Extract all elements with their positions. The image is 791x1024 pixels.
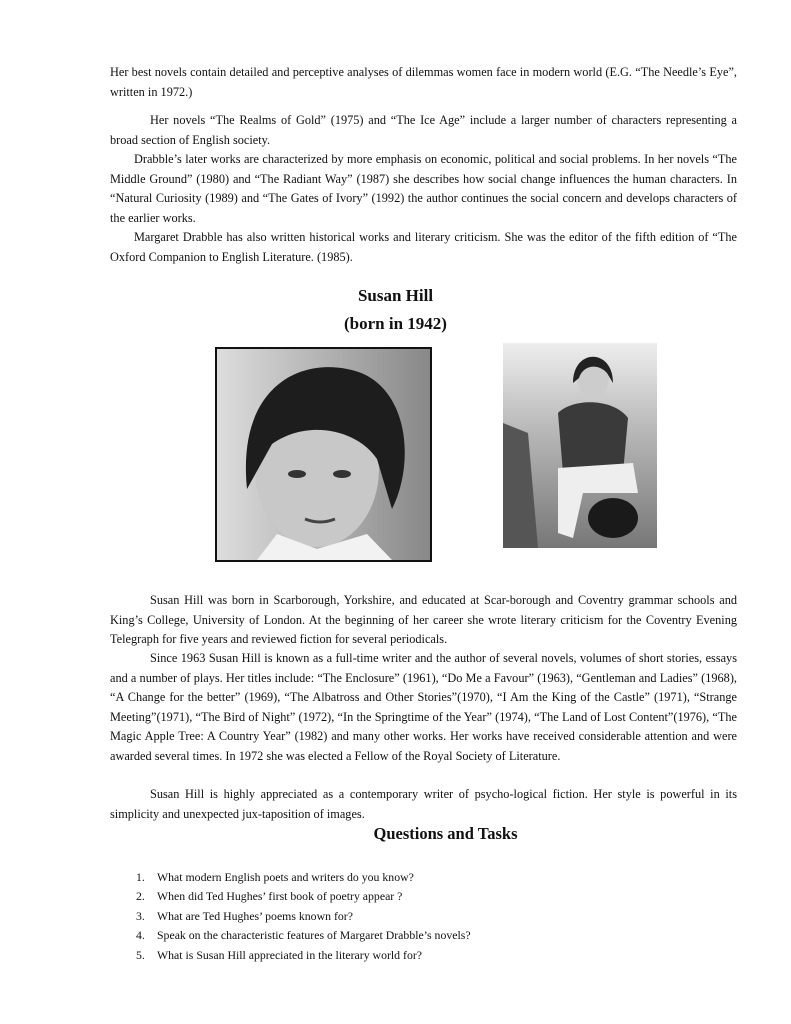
item-text: Speak on the characteristic features of Margaret Drabble’s novels? bbox=[157, 928, 471, 943]
item-number: 1. bbox=[136, 870, 145, 884]
list-item bbox=[136, 907, 471, 926]
paragraph: Since 1963 Susan Hill is known as a full-time writer and the author of several novels, volumes of short stories, essays and a number of plays. Her titles include: “The Enclosure” (1961), “Do Me a Favour” (1963), “Gentleman and Ladies” (1968), “A Change for the better” (1969), “The Albatross and Other Stories”(1970), “I Am the King of the Castle” (1971), “Strange Meeting”(1971), “The Bird of Night” (1972), “In the Springtime of the Year” (1974), “The Land of Lost Content”(1976), “The Magic Apple Tree: A Country Year” (1982) and many other works. Her works have received considerable attention and were awarded several times. In 1972 she was elected a Fellow of the Royal Society of Literature. bbox=[110, 651, 737, 763]
list-item bbox=[136, 868, 471, 887]
item-number: 5. bbox=[136, 947, 145, 962]
paragraph: Her novels “The Realms of Gold” (1975) and “The Ice Age” include a larger number of characters representing a broad section of English society. bbox=[110, 113, 737, 147]
item-text: What modern English poets and writers do you know? bbox=[157, 870, 414, 884]
list-item bbox=[136, 887, 471, 906]
portrait-photo bbox=[215, 347, 432, 562]
item-text: When did Ted Hughes’ first book of poetry appear ? bbox=[157, 889, 403, 904]
item-number: 2. bbox=[136, 889, 145, 904]
item-number: 3. bbox=[136, 908, 145, 923]
paragraph: Susan Hill is highly appreciated as a contemporary writer of psycho-logical fiction. Her style is powerful in its simplicity and unexpected jux-taposition of images. bbox=[110, 787, 737, 821]
questions-heading: Questions and Tasks bbox=[373, 824, 518, 843]
section-subtitle: (born in 1942) bbox=[344, 314, 447, 333]
item-number: 4. bbox=[136, 928, 145, 943]
paragraph: Susan Hill was born in Scarborough, Yorkshire, and educated at Scar-borough and Coventry grammar schools and King’s College, University of London. At the beginning of her career she wrote literary criticism for the Coventry Evening Telegraph for five years and reviewed fiction for several periodicals. bbox=[110, 593, 737, 646]
paragraph: Margaret Drabble has also written historical works and literary criticism. She was the editor of the fifth edition of “The Oxford Companion to English Literature. (1985). bbox=[110, 230, 737, 264]
list-item bbox=[136, 946, 471, 965]
item-text: What is Susan Hill appreciated in the literary world for? bbox=[157, 947, 423, 962]
paragraph: Her best novels contain detailed and perceptive analyses of dilemmas women face in modern world (E.G. “The Needle’s Eye”, written in 1972.) bbox=[110, 65, 737, 99]
seated-photo bbox=[503, 343, 657, 548]
paragraph: Drabble’s later works are characterized by more emphasis on economic, political and social problems. In her novels “The Middle Ground” (1980) and “The Radiant Way” (1987) she describes how social change influences the human characters. In “Natural Curiosity (1989) and “The Gates of Ivory” (1992) the author continues the social concern and develops characters of the earlier works. bbox=[110, 152, 737, 225]
list-item bbox=[136, 926, 471, 945]
item-text: What are Ted Hughes’ poems known for? bbox=[157, 908, 353, 923]
questions-list bbox=[136, 868, 471, 965]
section-title: Susan Hill bbox=[357, 286, 434, 305]
